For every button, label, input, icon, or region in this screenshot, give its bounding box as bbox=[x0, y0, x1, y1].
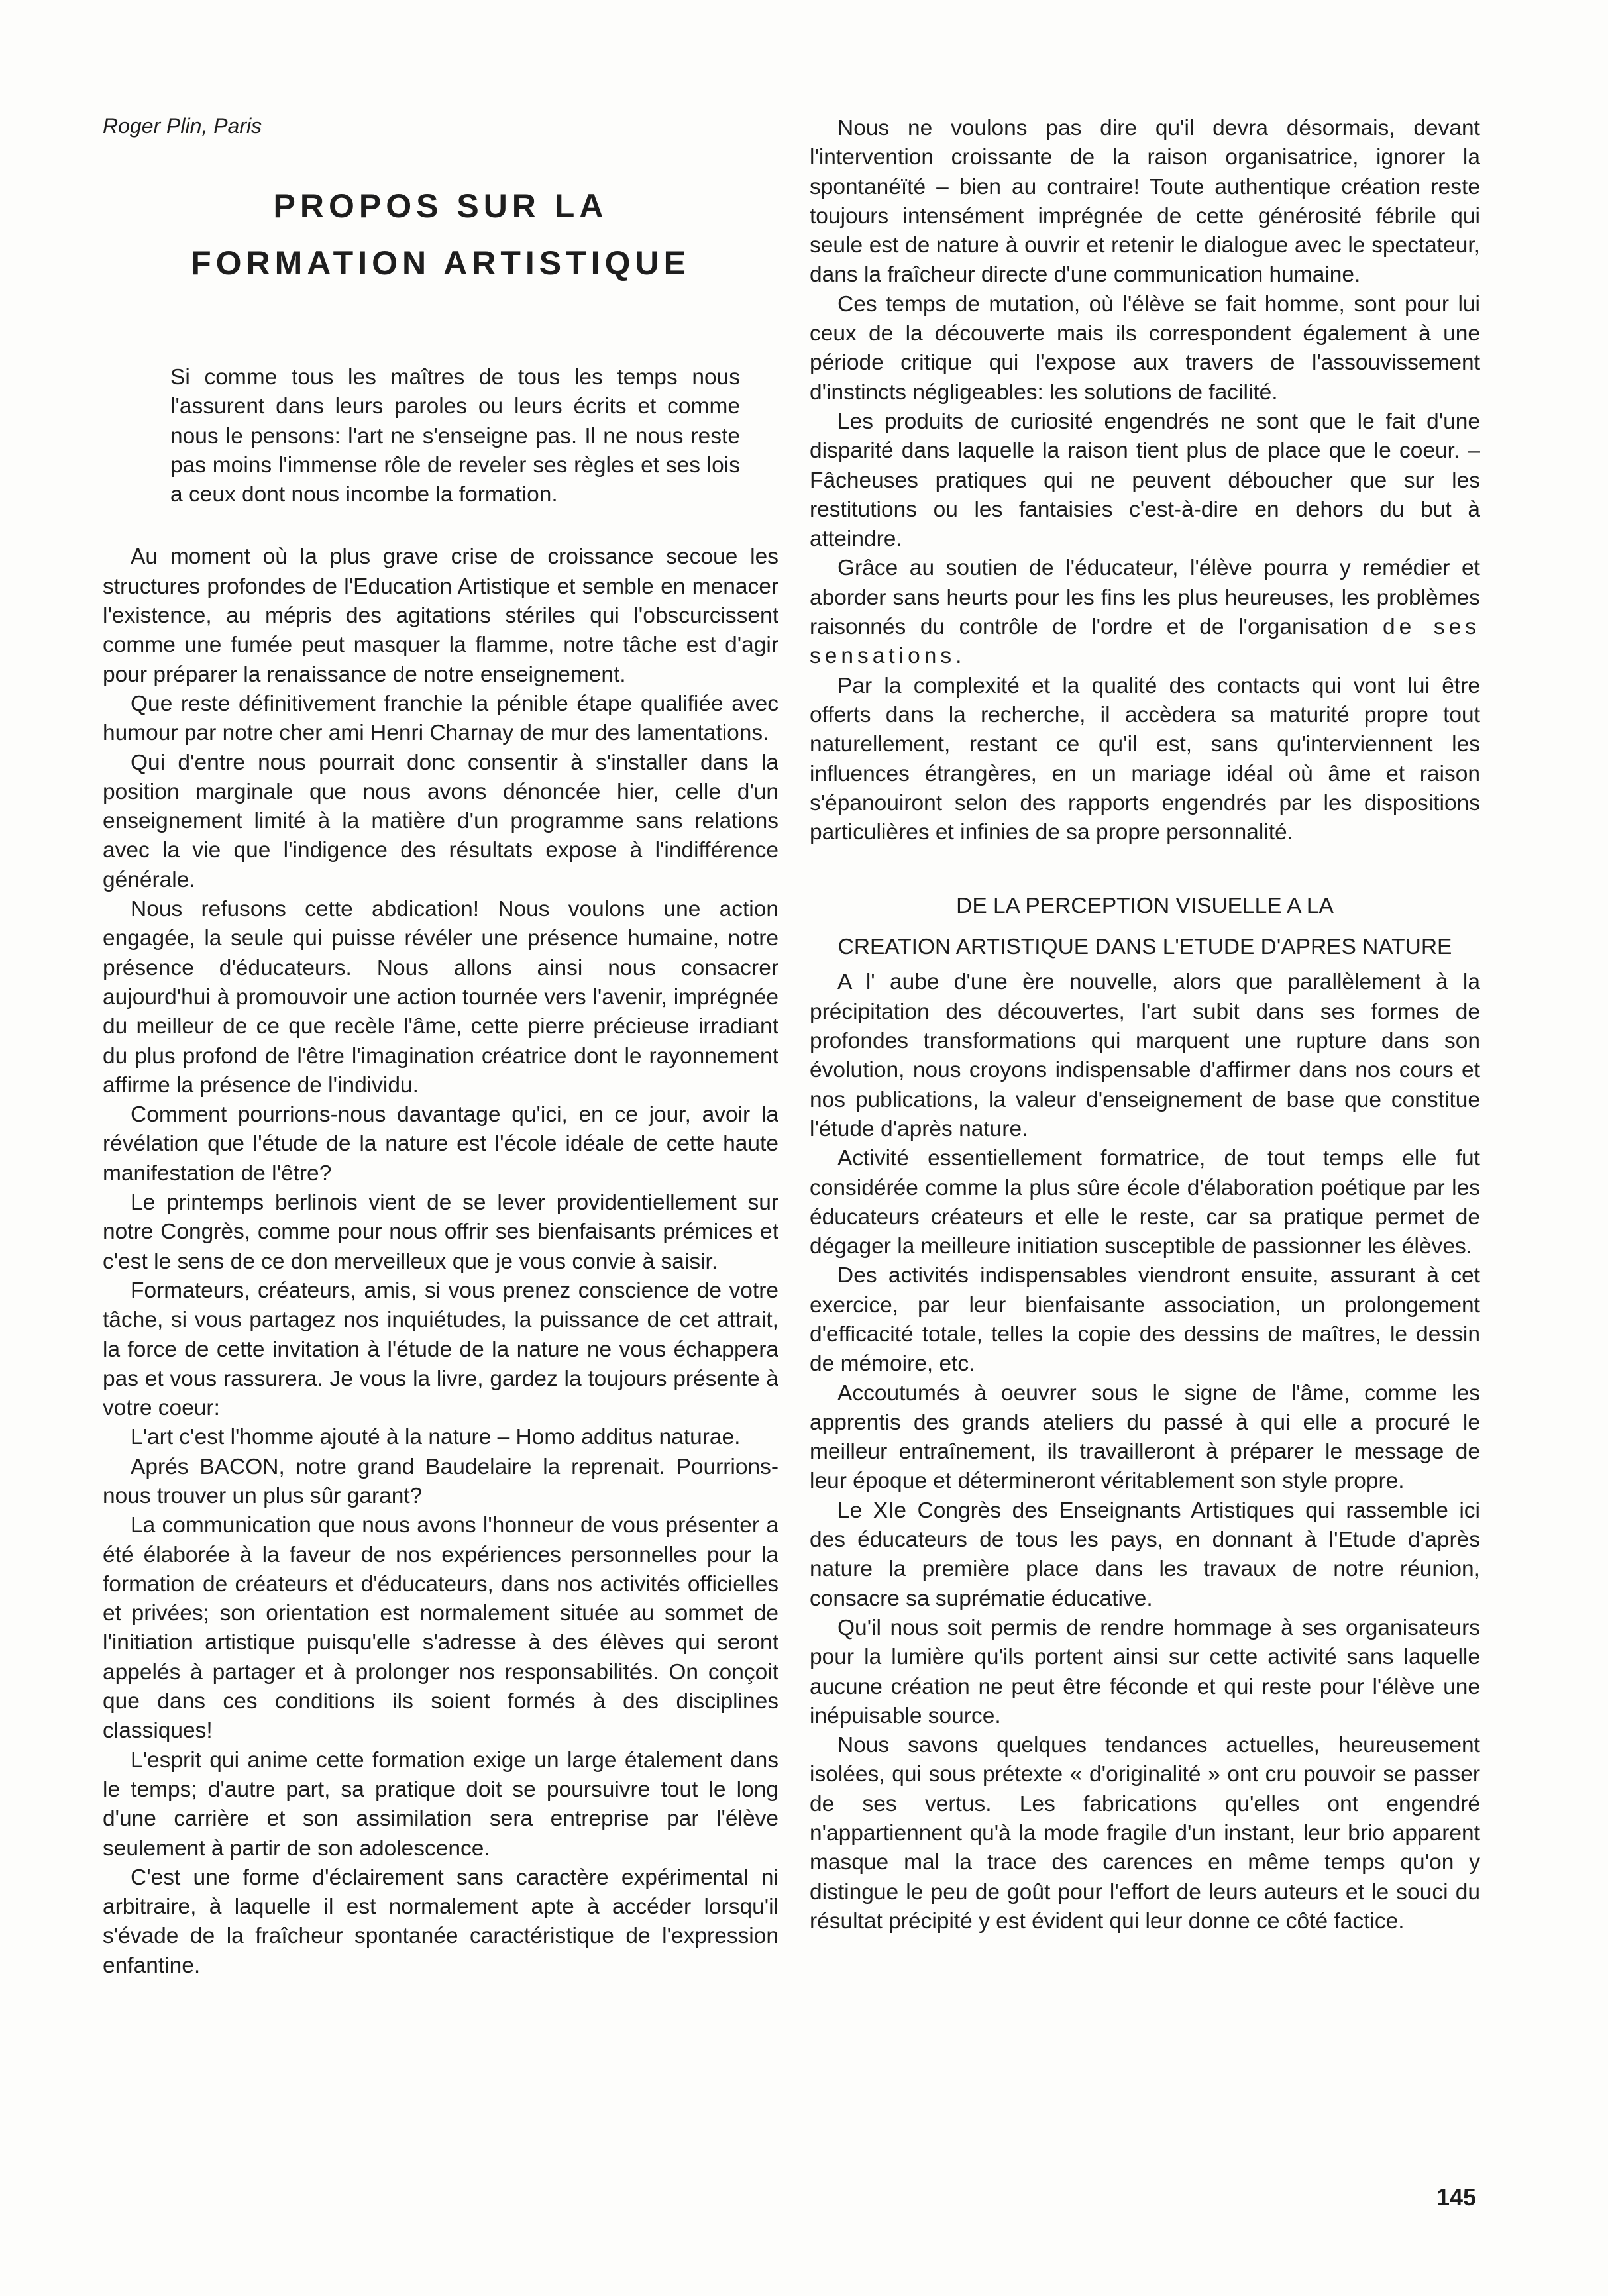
paragraph: Formateurs, créateurs, amis, si vous prenez conscience de votre tâche, si vous partagez nos inquiétudes, la puissance de cet attrait, la force de cette invitation à l'étude de la nature ne vous échappera pas et vous rassurera. Je vous la livre, gardez la toujours présente à votre coeur: bbox=[103, 1278, 778, 1421]
paragraph: Au moment où la plus grave crise de croissance secoue les structures profondes de l'Education Artistique et semble en menacer l'existence, au mépris des agitations stériles qui l'obscurcissent comme une fumée peut masquer la flamme, notre tâche est d'agir pour préparer la renaissance de notre enseignement. bbox=[103, 545, 778, 687]
paragraph: Des activités indispensables viendront ensuite, assurant à cet exercice, par leur bienfaisante association, un prolongement d'efficacité totale, telles la copie des dessins de maîtres, le dessin de mémoire, etc. bbox=[810, 1263, 1480, 1377]
spaced-phrase: de ses sensations. bbox=[810, 615, 1480, 669]
paragraph: Que reste définitivement franchie la pénible étape qualifiée avec humour par notre cher ami Henri Charnay de mur des lamentations. bbox=[103, 691, 778, 746]
paragraph: A l' aube d'une ère nouvelle, alors que parallèlement à la précipitation des découvertes, l'art subit dans ses formes de profondes transformations qui marquent une rupture dans son évolution, nous croyons indispensable d'affirmer dans nos cours et nos publications, la valeur d'enseignement de base que constitue l'étude d'après nature. bbox=[810, 970, 1480, 1141]
paragraph: Aprés BACON, notre grand Baudelaire la reprenait. Pourrions-nous trouver un plus sûr garant? bbox=[103, 1454, 778, 1508]
title-line-1: PROPOS SUR LA bbox=[273, 187, 608, 225]
paragraph: Accoutumés à oeuvrer sous le signe de l'âme, comme les apprentis des grands ateliers du passé à qui elle a procuré le meilleur entraînement, ils travailleront à préparer le message de leur époque et détermineront véritablement son style propre. bbox=[810, 1381, 1480, 1494]
title-line-2: FORMATION ARTISTIQUE bbox=[191, 244, 690, 282]
paragraph: Activité essentiellement formatrice, de tout temps elle fut considérée comme la plus sûre école d'élaboration poétique par les éducateurs créateurs et elle le reste, car sa pratique permet de dégager la meilleure initiation susceptible de passionner les élèves. bbox=[810, 1146, 1480, 1259]
paragraph: Le printemps berlinois vient de se lever providentiellement sur notre Congrès, comme pour nous offrir ses bienfaisants prémices et c'est le sens de ce don merveilleux que je vous convie à saisir. bbox=[103, 1190, 778, 1274]
paragraph: Nous savons quelques tendances actuelles, heureusement isolées, qui sous prétexte « d'originalité » ont cru pouvoir se passer de ses vertus. Les fabrications qu'elles ont engendré n'appartiennent qu'à la mode fragile d'un instant, leur brio apparent masque mal la trace des carences en même temps qu'on y distingue le peu de goût pour l'effort de leurs auteurs et le souci du résultat précipité y est évident qui leur donne ce côté factice. bbox=[810, 1733, 1480, 1934]
paragraph: L'esprit qui anime cette formation exige un large étalement dans le temps; d'autre part, sa pratique doit se poursuivre tout le long d'une carrière et son assimilation sera entreprise par l'élève seulement à partir de son adolescence. bbox=[103, 1748, 778, 1861]
right-column bbox=[810, 114, 1480, 1936]
paragraph: Le XIe Congrès des Enseignants Artistiques qui rassemble ici des éducateurs de tous les pays, en donnant à l'Etude d'après nature la première place dans les travaux de notre réunion, consacre sa suprématie éducative. bbox=[810, 1498, 1480, 1611]
paragraph: Ces temps de mutation, où l'élève se fait homme, sont pour lui ceux de la découverte mais ils correspondent également à une période critique qui l'expose aux travers de l'assouvissement d'instincts négligeables: les solutions de facilité. bbox=[810, 291, 1480, 405]
paragraph: La communication que nous avons l'honneur de vous présenter a été élaborée à la faveur de nos expériences personnelles pour la formation de créateurs et d'éducateurs, dans nos activités officielles et privées; son orientation est normalement située au sommet de l'initiation artistique puisqu'elle s'adresse à des élèves qui seront appelés à partager et à prolonger nos responsabilités. On conçoit que dans ces conditions ils soient formés à des disciplines classiques! bbox=[103, 1513, 778, 1744]
paragraph: Nous ne voulons pas dire qu'il devra désormais, devant l'intervention croissante de la raison organisatrice, ignorer la spontanéïté – bien au contraire! Toute authentique création reste toujours intensément imprégnée de cette générosité fébrile qui seule est de nature à ouvrir et retenir le dialogue avec le spectateur, dans la fraîcheur directe d'une communication humaine. bbox=[810, 116, 1480, 287]
lead-paragraph: Si comme tous les maîtres de tous les temps nous l'assurent dans leurs paroles ou leurs écrits et comme nous le pensons: l'art ne s'enseigne pas. Il ne nous reste pas moins l'immense rôle de reveler ses règles et ses lois a ceux dont nous incombe la formation. bbox=[170, 365, 740, 507]
author-byline: Roger Plin, Paris bbox=[103, 114, 262, 138]
paragraph: Les produits de curiosité engendrés ne sont que le fait d'une disparité dans laquelle la raison tient plus de place que le coeur. – Fâcheuses pratiques qui ne peuvent déboucher que sur les restitutions ou les fantaisies c'est-à-dire en dehors du but à atteindre. bbox=[810, 409, 1480, 552]
paragraph: Comment pourrions-nous davantage qu'ici, en ce jour, avoir la révélation que l'étude de la nature est l'école idéale de cette haute manifestation de l'être? bbox=[103, 1102, 778, 1186]
section-heading-line-1: DE LA PERCEPTION VISUELLE A LA bbox=[956, 894, 1334, 919]
paragraph: Par la complexité et la qualité des contacts qui vont lui être offerts dans la recherche, il accèdera sa maturité propre tout naturellement, restant ce qu'il est, sans qu'interviennent les influences étrangères, en un mariage idéal où âme et raison s'épanouiront selon des rapports engendrés par les dispositions particulières et infinies de sa propre personnalité. bbox=[810, 673, 1480, 845]
section-heading-line-2: CREATION ARTISTIQUE DANS L'ETUDE D'APRES NATURE bbox=[837, 935, 1452, 960]
left-column bbox=[103, 113, 778, 1981]
paragraph: Nous refusons cette abdication! Nous voulons une action engagée, la seule qui puisse révéler une présence humaine, notre présence d'éducateurs. Nous allons ainsi nous consacrer aujourd'hui à promouvoir une action tournée vers l'avenir, imprégnée du meilleur de ce que recèle l'âme, cette pierre précieuse irradiant du plus profond de l'être l'imagination créatrice dont le rayonnement affirme la présence de l'individu. bbox=[103, 897, 778, 1098]
paragraph bbox=[810, 554, 1480, 671]
paragraph: L'art c'est l'homme ajouté à la nature – Homo additus naturae. bbox=[131, 1425, 741, 1450]
paragraph: Qu'il nous soit permis de rendre hommage à ses organisateurs pour la lumière qu'ils portent ainsi sur cette activité sans laquelle aucune création ne peut être féconde et qui reste pour l'élève une inépuisable source. bbox=[810, 1615, 1480, 1728]
paragraph-text: Grâce au soutien de l'éducateur, l'élève pourra y remédier et aborder sans heurts pour les fins les plus heureuses, les problèmes raisonnés du contrôle de l'ordre et de l'organisation bbox=[810, 556, 1480, 640]
page-number: 145 bbox=[1436, 2183, 1477, 2211]
paragraph: Qui d'entre nous pourrait donc consentir à s'installer dans la position marginale que nous avons dénoncée hier, celle d'un enseignement limité à la matière d'un programme sans relations avec la vie que l'indigence des résultats expose à l'indifférence générale. bbox=[103, 750, 778, 892]
article-title bbox=[103, 178, 778, 291]
paragraph: C'est une forme d'éclairement sans caractère expérimental ni arbitraire, à laquelle il est normalement apte à accéder lorsqu'il s'évade de la fraîcheur spontanée caractéristique de l'expression enfantine. bbox=[103, 1865, 778, 1978]
lead-paragraph-block bbox=[103, 363, 778, 509]
